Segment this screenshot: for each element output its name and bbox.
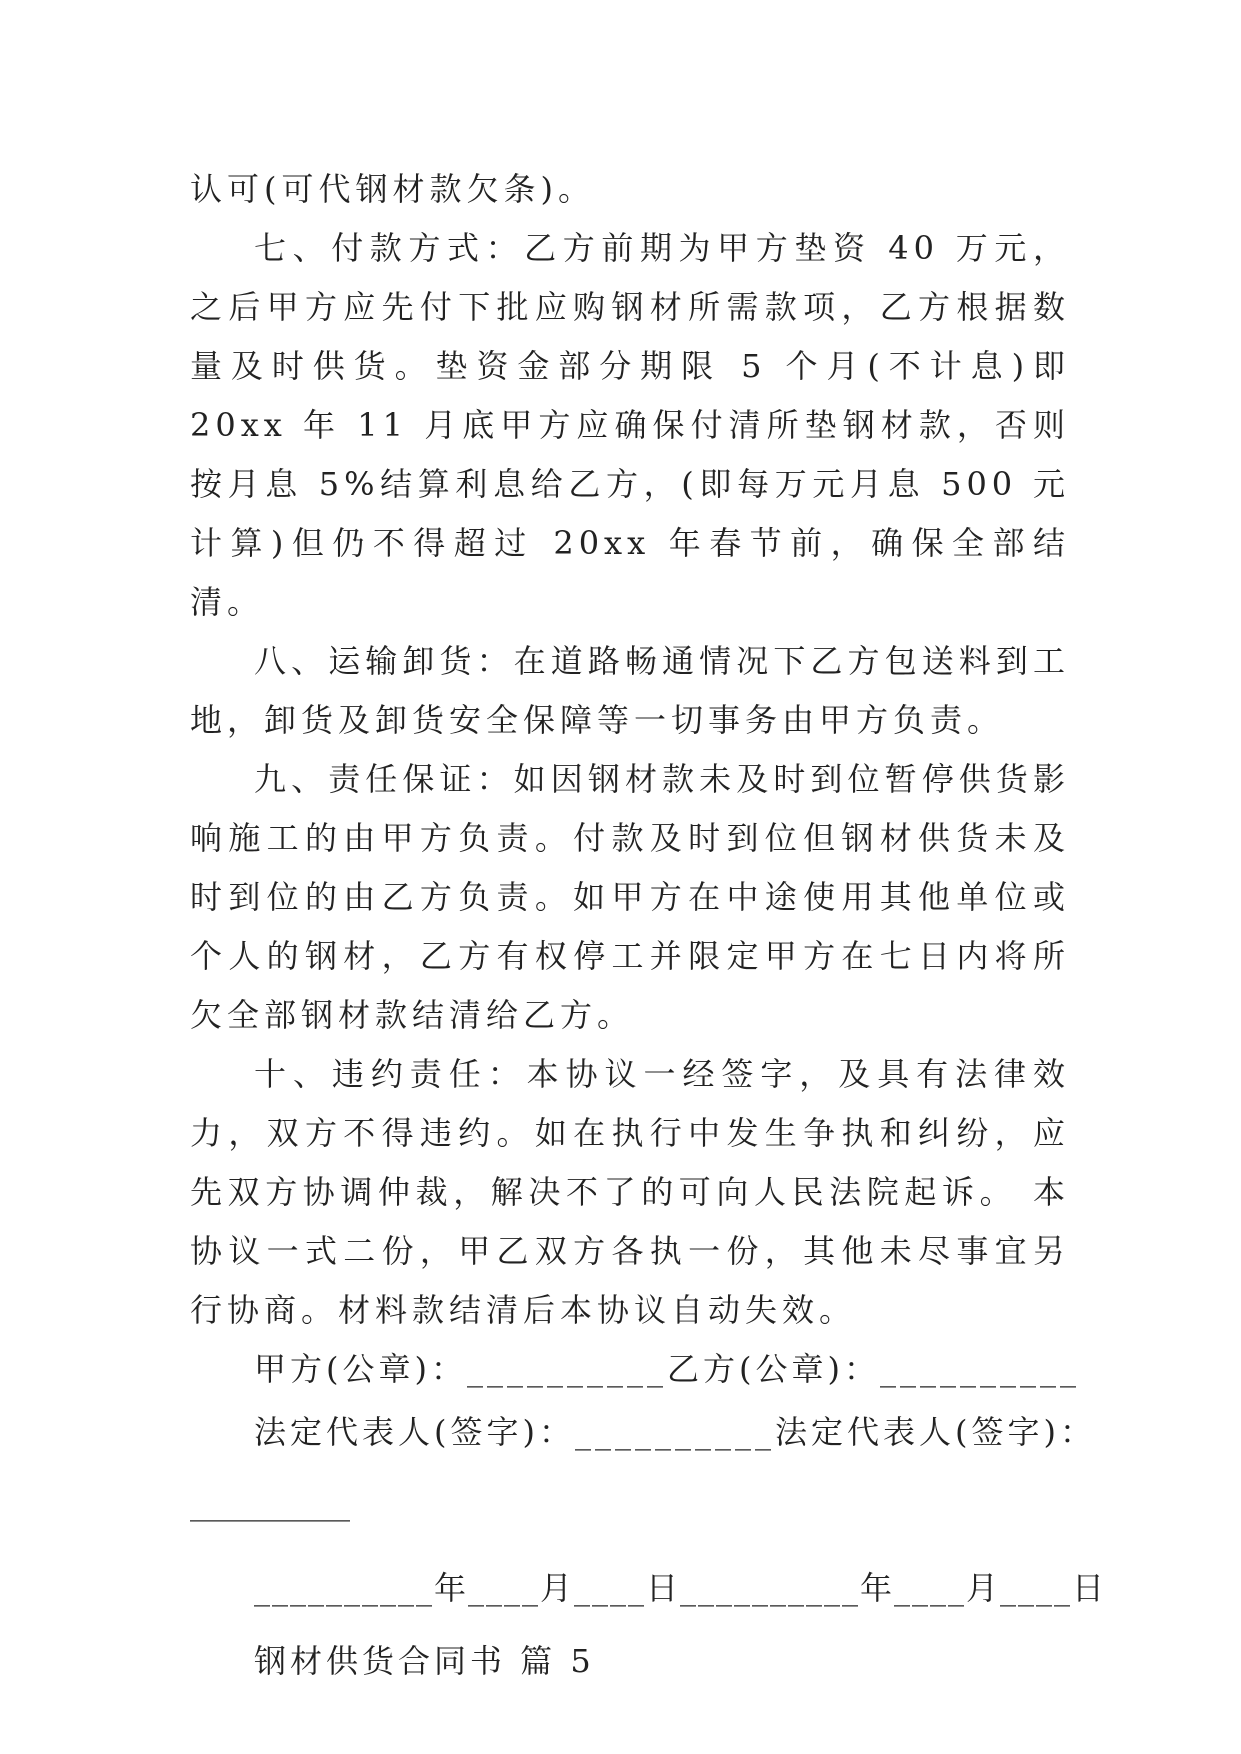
signature-legal-rep-blank: __________ [190,1484,350,1522]
paragraph-transport-unloading: 八、运输卸货：在道路畅通情况下乙方包送料到工地，卸货及卸货安全保障等一切事务由甲方负责。 [190,642,1070,739]
signature-date-line: __________年____月____日__________年____月____日 [254,1569,1107,1607]
paragraph-liability-guarantee: 九、责任保证：如因钢材款未及时到位暂停供货影响施工的由甲方负责。付款及时到位但钢材供货未及时到位的由乙方负责。如甲方在中途使用其他单位或个人的钢材，乙方有权停工并限定甲方在七日内将所欠全部钢材款结清给乙方。 [190,760,1070,1034]
paragraph-breach-liability: 十、违约责任：本协议一经签字，及具有法律效力，双方不得违约。如在执行中发生争执和纠纷，应先双方协调仲裁，解决不了的可向人民法院起诉。 本协议一式二份，甲乙双方各执一份，其他未尽事宜另行协商。材料款结清后本协议自动失效。 [190,1055,1070,1329]
paragraph-payment-method: 七、付款方式：乙方前期为甲方垫资 40 万元，之后甲方应先付下批应购钢材所需款项，乙方根据数量及时供货。垫资金部分期限 5 个月(不计息)即 20xx 年 11 月底甲方应确保付清所垫钢材款，否则按月息 5%结算利息给乙方，(即每万元月息 500 元计算)但仍不得超过 20xx 年春节前，确保全部结清。 [190,229,1070,621]
signature-legal-rep-line: 法定代表人(签字)：__________法定代表人(签字)： [254,1413,1096,1451]
document-body [190,160,1107,1691]
next-section-heading: 钢材供货合同书 篇 5 [254,1642,595,1680]
paragraph-continuation: 认可(可代钢材款欠条)。 [190,170,595,208]
signature-seal-line: 甲方(公章)：__________乙方(公章)：__________ [254,1350,1080,1388]
